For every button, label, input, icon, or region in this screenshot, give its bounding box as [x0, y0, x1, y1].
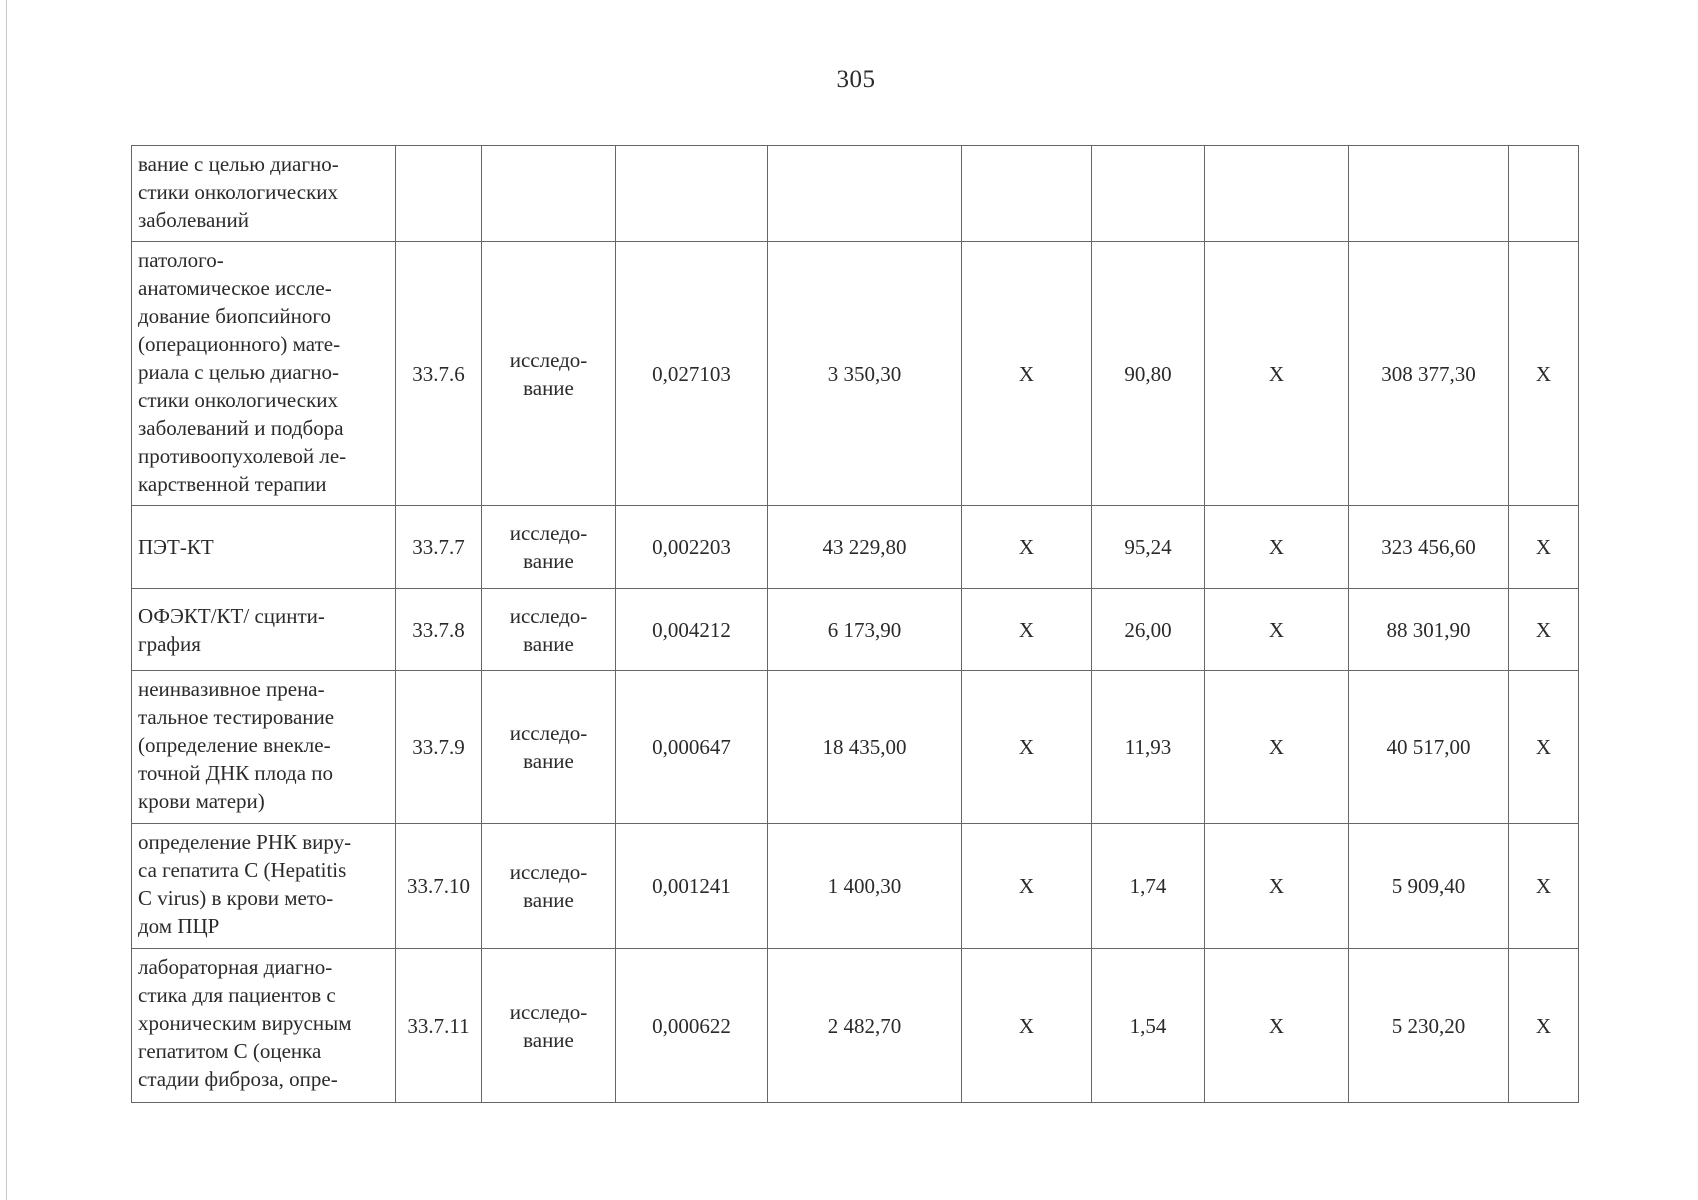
service-name-cell: ОФЭКТ/КТ/ сцинти- графия [132, 589, 396, 671]
sum-cell: 40 517,00 [1349, 671, 1509, 824]
x-cell: X [962, 506, 1092, 589]
service-name-cell: определение РНК виру- са гепатита С (Hepatitis C virus) в крови мето- дом ПЦР [132, 824, 396, 949]
code-cell [396, 146, 482, 242]
code-cell: 33.7.6 [396, 242, 482, 506]
value-cell: 1,74 [1092, 824, 1205, 949]
x-cell: X [1509, 949, 1579, 1103]
volume-cell: 0,027103 [616, 242, 768, 506]
cost-cell: 18 435,00 [768, 671, 962, 824]
x-cell: X [962, 589, 1092, 671]
unit-cell: исследо- вание [482, 671, 616, 824]
table-row [132, 506, 1579, 589]
tariff-table [131, 145, 1579, 1103]
x-cell: X [962, 242, 1092, 506]
x-cell: X [1509, 506, 1579, 589]
volume-cell: 0,000647 [616, 671, 768, 824]
code-cell: 33.7.8 [396, 589, 482, 671]
code-cell: 33.7.10 [396, 824, 482, 949]
volume-cell: 0,004212 [616, 589, 768, 671]
x-cell: X [1509, 671, 1579, 824]
x-cell [962, 146, 1092, 242]
value-cell: 1,54 [1092, 949, 1205, 1103]
x-cell: X [1509, 824, 1579, 949]
x-cell: X [1509, 589, 1579, 671]
cost-cell: 2 482,70 [768, 949, 962, 1103]
scan-edge-line [6, 0, 7, 1200]
unit-cell: исследо- вание [482, 506, 616, 589]
x-cell: X [1205, 949, 1349, 1103]
service-name-cell: патолого- анатомическое иссле- дование биопсийного (операционного) мате- риала с целью диагно- стики онкологических заболеваний и подбора противоопухолевой ле- карственной терапии [132, 242, 396, 506]
x-cell [1205, 146, 1349, 242]
cost-cell: 1 400,30 [768, 824, 962, 949]
sum-cell [1349, 146, 1509, 242]
table-row [132, 146, 1579, 242]
x-cell: X [962, 671, 1092, 824]
x-cell: X [1509, 242, 1579, 506]
sum-cell: 308 377,30 [1349, 242, 1509, 506]
sum-cell: 88 301,90 [1349, 589, 1509, 671]
table-row [132, 824, 1579, 949]
code-cell: 33.7.7 [396, 506, 482, 589]
x-cell: X [1205, 242, 1349, 506]
x-cell: X [1205, 589, 1349, 671]
sum-cell: 5 909,40 [1349, 824, 1509, 949]
sum-cell: 323 456,60 [1349, 506, 1509, 589]
sum-cell: 5 230,20 [1349, 949, 1509, 1103]
table-row [132, 671, 1579, 824]
cost-cell: 3 350,30 [768, 242, 962, 506]
page-number: 305 [836, 66, 876, 93]
value-cell [1092, 146, 1205, 242]
volume-cell: 0,000622 [616, 949, 768, 1103]
cost-cell: 43 229,80 [768, 506, 962, 589]
volume-cell: 0,001241 [616, 824, 768, 949]
cost-cell: 6 173,90 [768, 589, 962, 671]
volume-cell [616, 146, 768, 242]
table-row [132, 589, 1579, 671]
table-row [132, 949, 1579, 1103]
service-name-cell: лабораторная диагно- стика для пациентов с хроническим вирусным гепатитом С (оценка стадии фиброза, опре- [132, 949, 396, 1103]
unit-cell: исследо- вание [482, 949, 616, 1103]
value-cell: 26,00 [1092, 589, 1205, 671]
code-cell: 33.7.11 [396, 949, 482, 1103]
value-cell: 90,80 [1092, 242, 1205, 506]
x-cell: X [1205, 671, 1349, 824]
code-cell: 33.7.9 [396, 671, 482, 824]
unit-cell [482, 146, 616, 242]
unit-cell: исследо- вание [482, 824, 616, 949]
volume-cell: 0,002203 [616, 506, 768, 589]
x-cell [1509, 146, 1579, 242]
value-cell: 95,24 [1092, 506, 1205, 589]
service-name-cell: вание с целью диагно- стики онкологических заболеваний [132, 146, 396, 242]
x-cell: X [1205, 824, 1349, 949]
service-name-cell: неинвазивное прена- тальное тестирование (определение внекле- точной ДНК плода по крови матери) [132, 671, 396, 824]
x-cell: X [962, 949, 1092, 1103]
cost-cell [768, 146, 962, 242]
table-row [132, 242, 1579, 506]
value-cell: 11,93 [1092, 671, 1205, 824]
service-name-cell: ПЭТ-КТ [132, 506, 396, 589]
x-cell: X [962, 824, 1092, 949]
unit-cell: исследо- вание [482, 589, 616, 671]
unit-cell: исследо- вание [482, 242, 616, 506]
x-cell: X [1205, 506, 1349, 589]
